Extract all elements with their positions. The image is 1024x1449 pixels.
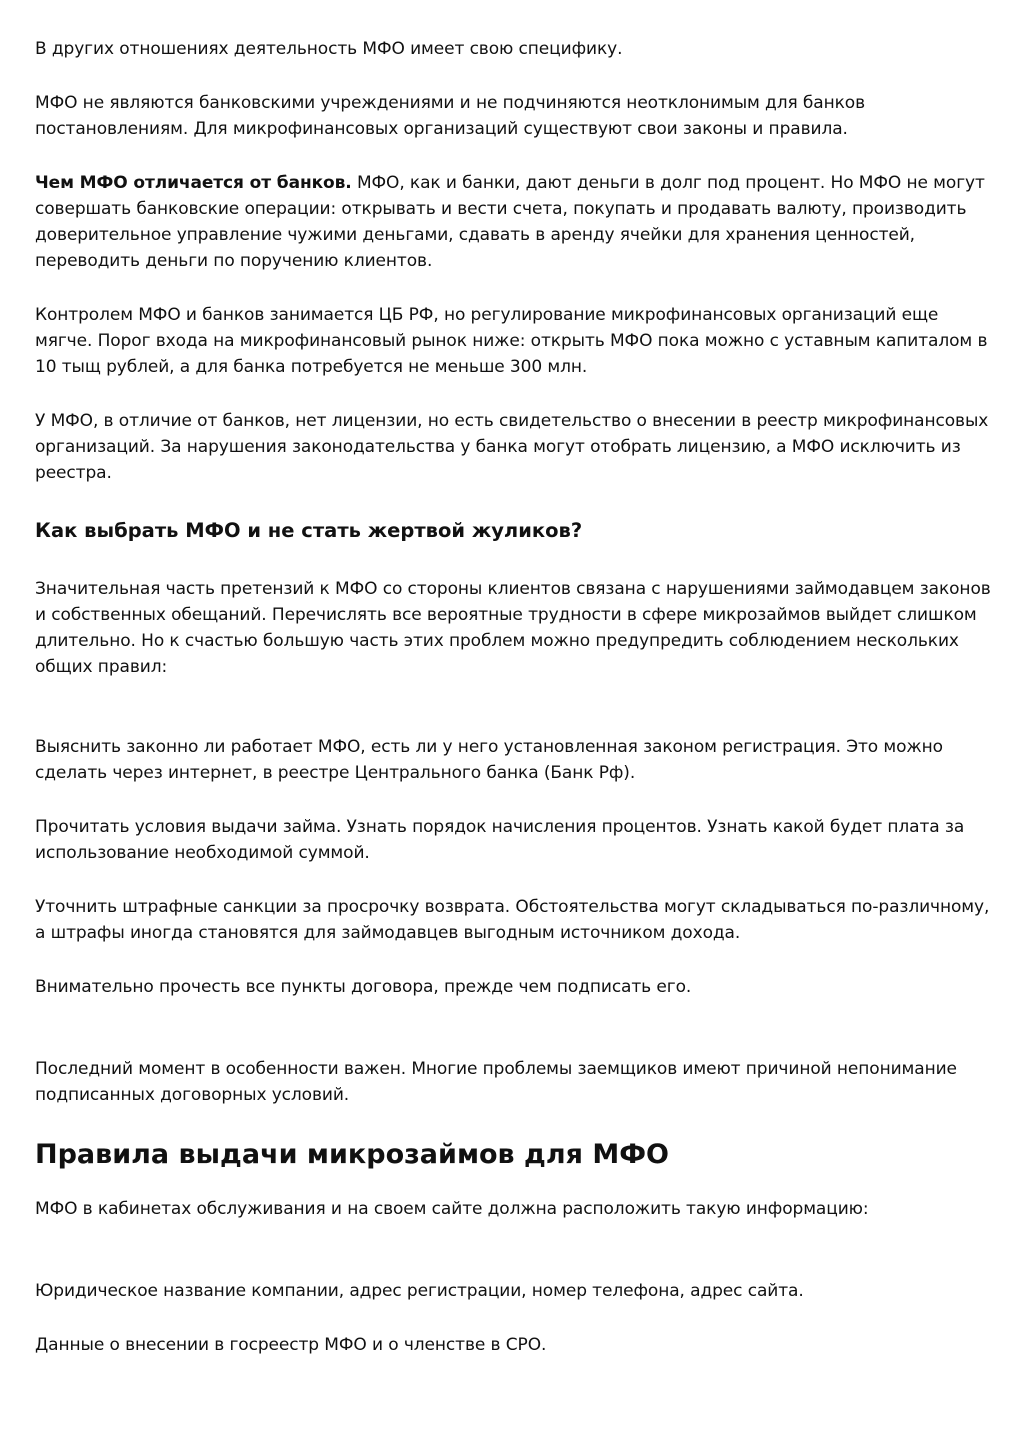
rule-item-conditions: Прочитать условия выдачи займа. Узнать порядок начисления процентов. Узнать какой будет плата за использование необходимой суммой. <box>35 817 965 863</box>
info-item-registry: Данные о внесении в госреестр МФО и о членстве в СРО. <box>35 1335 547 1355</box>
difference-text: МФО, как и банки, дают деньги в долг под процент. Но МФО не могут совершать банковские операции: открывать и вести счета, покупать и продавать валюту, производить доверительное управление чужими деньгами, сдавать в аренду ячейки для хранения ценностей, переводить деньги по поручению клиентов. <box>35 173 985 271</box>
paragraph-difference <box>35 170 995 274</box>
paragraph-specifics: В других отношениях деятельность МФО имеет свою специфику. <box>35 39 623 59</box>
rule-item-penalties: Уточнить штрафные санкции за просрочку возврата. Обстоятельства могут складываться по-различному, а штрафы иногда становятся для займодавцев выгодным источником дохода. <box>35 897 990 943</box>
rule-item-contract: Внимательно прочесть все пункты договора, прежде чем подписать его. <box>35 977 692 997</box>
paragraph-claims: Значительная часть претензий к МФО со стороны клиентов связана с нарушениями займодавцем законов и собственных обещаний. Перечислять все вероятные трудности в сфере микрозаймов выйдет слишком длительно. Но к счастью большую часть этих проблем можно предупредить соблюдением нескольких общих правил: <box>35 579 991 677</box>
paragraph-license: У МФО, в отличие от банков, нет лицензии, но есть свидетельство о внесении в реестр микрофинансовых организаций. За нарушения законодательства у банка могут отобрать лицензию, а МФО исключить из реестра. <box>35 411 989 483</box>
paragraph-required-info: МФО в кабинетах обслуживания и на своем сайте должна расположить такую информацию: <box>35 1199 869 1219</box>
article-body <box>35 36 995 1358</box>
heading-issuance-rules: Правила выдачи микрозаймов для МФО <box>35 1139 669 1170</box>
paragraph-not-banks: МФО не являются банковскими учреждениями и не подчиняются неотклонимым для банков постановлениям. Для микрофинансовых организаций существуют свои законы и правила. <box>35 93 866 139</box>
paragraph-last-point: Последний момент в особенности важен. Многие проблемы заемщиков имеют причиной непонимание подписанных договорных условий. <box>35 1059 957 1105</box>
paragraph-regulation: Контролем МФО и банков занимается ЦБ РФ, но регулирование микрофинансовых организаций еще мягче. Порог входа на микрофинансовый рынок ниже: открыть МФО пока можно с уставным капиталом в 10 тыщ рублей, а для банка потребуется не меньше 300 млн. <box>35 305 988 377</box>
heading-how-to-choose: Как выбрать МФО и не стать жертвой жуликов? <box>35 519 583 542</box>
rule-item-legal: Выяснить законно ли работает МФО, есть ли у него установленная законом регистрация. Это можно сделать через интернет, в реестре Центрального банка (Банк Рф). <box>35 737 943 783</box>
difference-lead: Чем МФО отличается от банков. <box>35 173 352 193</box>
info-item-company: Юридическое название компании, адрес регистрации, номер телефона, адрес сайта. <box>35 1281 804 1301</box>
